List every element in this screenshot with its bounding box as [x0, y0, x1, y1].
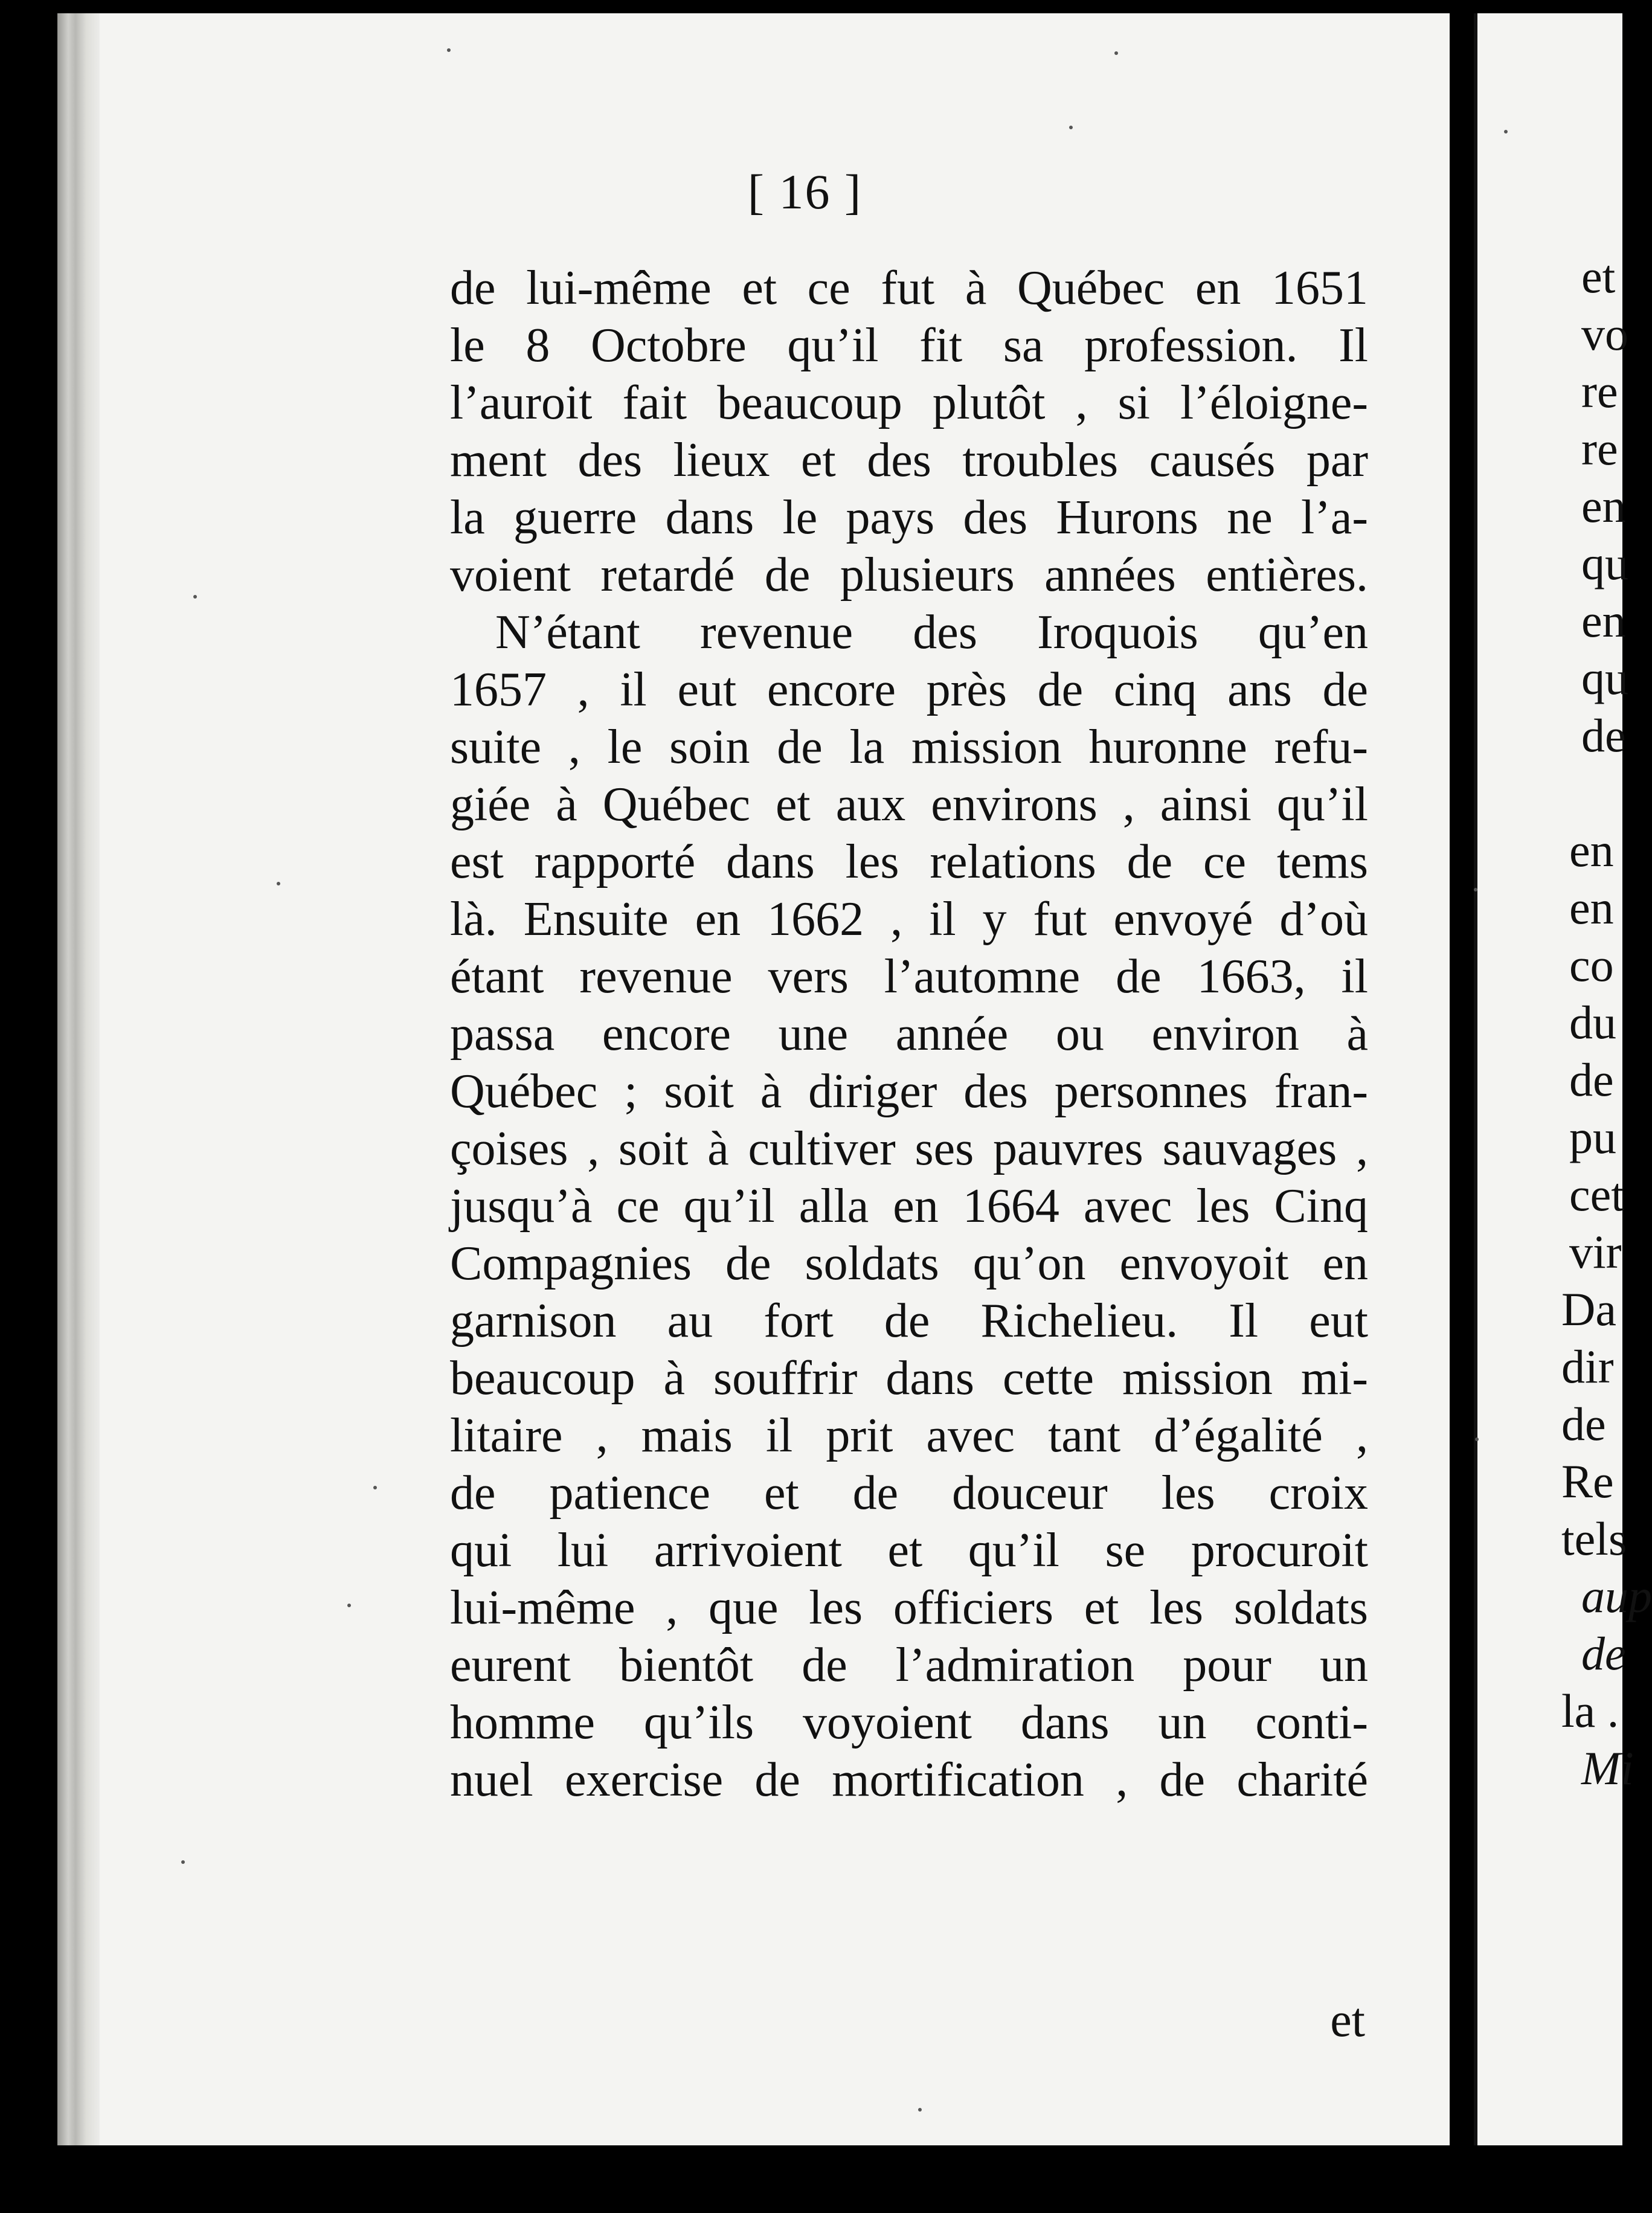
- facing-page-fragment: qu: [1581, 537, 1628, 589]
- text-line: la guerre dans le pays des Hurons ne l’a-: [450, 491, 1368, 544]
- facing-page-fragment: vir: [1569, 1225, 1622, 1278]
- paper-speck: [193, 595, 197, 599]
- facing-page-fragment: Re: [1561, 1455, 1614, 1508]
- facing-page-fragment: tels: [1561, 1512, 1627, 1565]
- text-line: 1657 , il eut encore près de cinq ans de: [450, 663, 1368, 716]
- facing-page-fragment: la .: [1561, 1685, 1619, 1737]
- paper-speck: [1114, 51, 1118, 55]
- text-line: de lui-même et ce fut à Québec en 1651: [450, 262, 1368, 315]
- facing-page-fragment: re: [1581, 422, 1618, 475]
- facing-page-fragment: aup: [1581, 1570, 1652, 1622]
- facing-page-fragment: co: [1569, 939, 1614, 991]
- paper-speck: [918, 2108, 922, 2112]
- text-line: Québec ; soit à diriger des personnes fran-: [450, 1065, 1368, 1118]
- facing-page-fragment: de: [1561, 1398, 1606, 1450]
- text-line: étant revenue vers l’automne de 1663, il: [450, 950, 1368, 1003]
- text-line: suite , le soin de la mission huronne refu-: [450, 721, 1368, 774]
- facing-page-fragment: du: [1569, 996, 1616, 1049]
- paper-speck: [347, 1604, 351, 1607]
- facing-page-fragment: Mi: [1581, 1742, 1634, 1794]
- paper-speck: [181, 1860, 185, 1864]
- text-line: garnison au fort de Richelieu. Il eut: [450, 1294, 1368, 1347]
- text-line: voient retardé de plusieurs années entières.: [450, 548, 1368, 602]
- facing-page-fragment: et: [1581, 250, 1616, 303]
- paper-speck: [1069, 126, 1073, 129]
- facing-page-fragment: pu: [1569, 1111, 1616, 1163]
- facing-page-fragment: qu: [1581, 652, 1628, 704]
- facing-page-fragment: de: [1581, 709, 1626, 762]
- text-line: qui lui arrivoient et qu’il se procuroit: [450, 1524, 1368, 1577]
- text-line: nuel exercise de mortification , de charité: [450, 1753, 1368, 1807]
- text-line: homme qu’ils voyoient dans un conti-: [450, 1696, 1368, 1749]
- book-binding-gutter: [1450, 0, 1474, 2213]
- facing-page-fragment: en: [1581, 594, 1626, 647]
- text-line: jusqu’à ce qu’il alla en 1664 avec les Cinq: [450, 1180, 1368, 1233]
- text-line: l’auroit fait beaucoup plutôt , si l’éloigne-: [450, 376, 1368, 429]
- facing-page-fragment: re: [1581, 365, 1618, 417]
- text-line: N’étant revenue des Iroquois qu’en: [495, 606, 1368, 659]
- facing-page-fragment: de: [1569, 1053, 1614, 1106]
- text-line: giée à Québec et aux environs , ainsi qu’il: [450, 778, 1368, 831]
- page-edge-shadow: [57, 13, 100, 2145]
- text-line: Compagnies de soldats qu’on envoyoit en: [450, 1237, 1368, 1290]
- paper-speck: [277, 882, 280, 885]
- paper-speck: [1475, 1437, 1479, 1441]
- text-line: ment des lieux et des troubles causés par: [450, 434, 1368, 487]
- facing-page-fragment: cet: [1569, 1168, 1624, 1221]
- text-line: là. Ensuite en 1662 , il y fut envoyé d’où: [450, 893, 1368, 946]
- text-line: le 8 Octobre qu’il fit sa profession. Il: [450, 319, 1368, 372]
- text-line: lui-même , que les officiers et les soldats: [450, 1581, 1368, 1634]
- facing-page-fragment: en: [1569, 881, 1614, 934]
- facing-page-fragment: de: [1581, 1627, 1626, 1680]
- page-number: [ 16 ]: [747, 164, 863, 219]
- text-line: beaucoup à souffrir dans cette mission mi-: [450, 1352, 1368, 1405]
- text-line: çoises , soit à cultiver ses pauvres sauvages ,: [450, 1122, 1368, 1175]
- facing-page-fragment: vo: [1581, 307, 1628, 360]
- paper-speck: [447, 48, 451, 52]
- body-text: [450, 260, 1368, 1809]
- facing-page-fragment: dir: [1561, 1340, 1614, 1393]
- facing-page-fragment: en: [1581, 480, 1626, 532]
- text-line: est rapporté dans les relations de ce tems: [450, 835, 1368, 888]
- text-line: litaire , mais il prit avec tant d’égalité ,: [450, 1409, 1368, 1462]
- paper-speck: [1474, 888, 1477, 891]
- paper-speck: [373, 1486, 377, 1489]
- facing-page-fragment: en: [1569, 824, 1614, 876]
- catchword: et: [1330, 1994, 1365, 2047]
- text-line: passa encore une année ou environ à: [450, 1007, 1368, 1061]
- text-line: de patience et de douceur les croix: [450, 1466, 1368, 1520]
- facing-page-fragment: Da: [1561, 1283, 1616, 1335]
- text-line: eurent bientôt de l’admiration pour un: [450, 1639, 1368, 1692]
- paper-speck: [1504, 130, 1508, 133]
